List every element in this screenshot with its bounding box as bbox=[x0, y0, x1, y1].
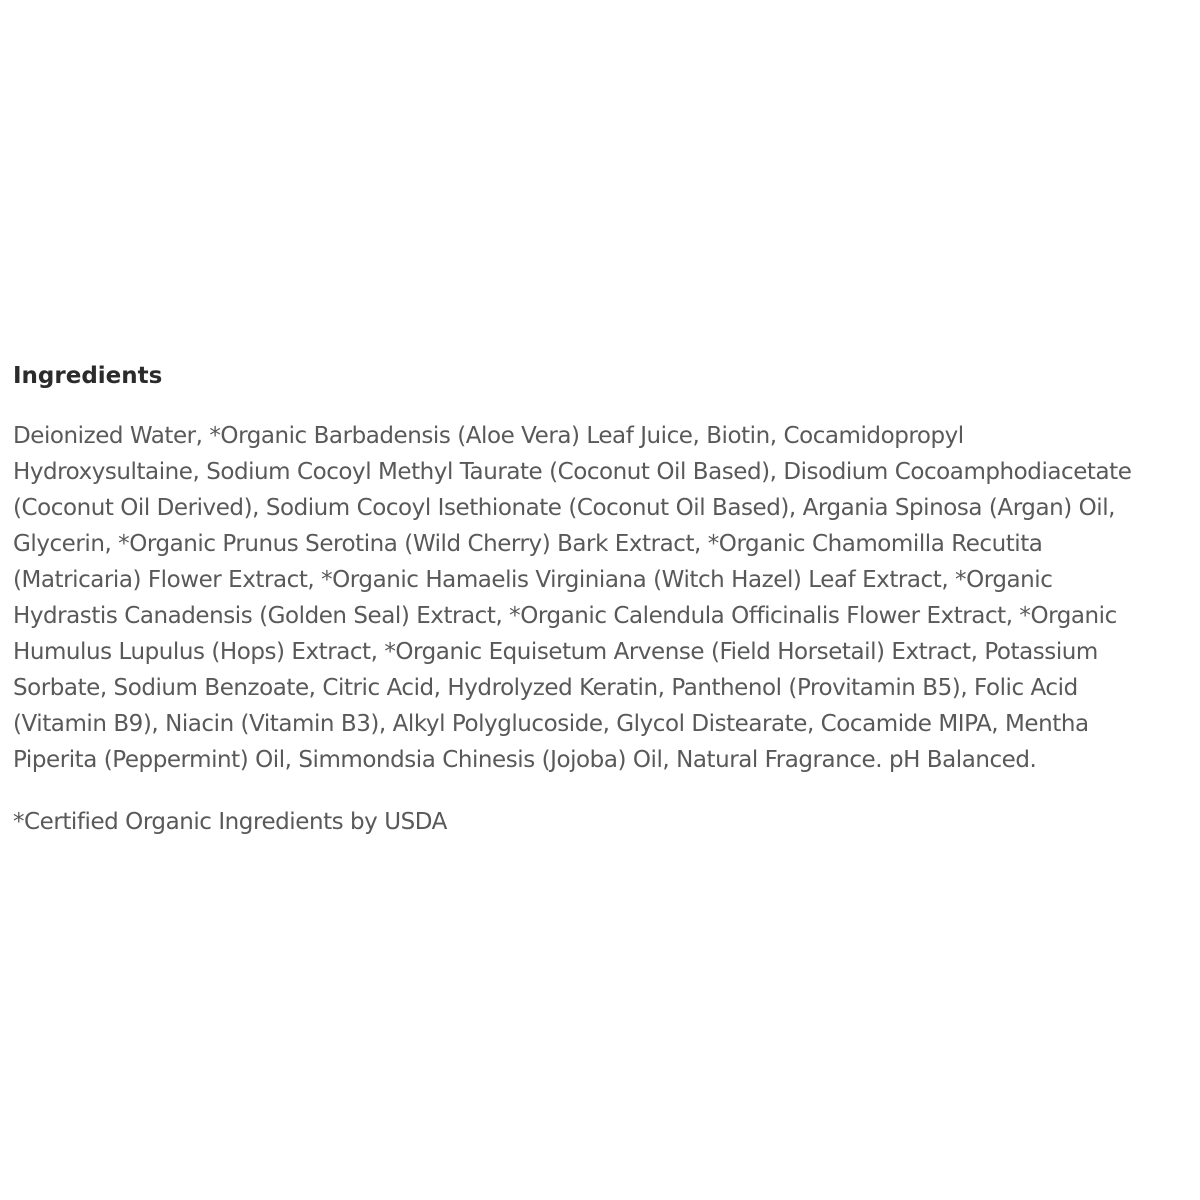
ingredients-line: Hydroxysultaine, Sodium Cocoyl Methyl Taurate (Coconut Oil Based), Disodium Cocoamphodiacetate bbox=[13, 459, 1132, 485]
ingredients-line: Deionized Water, *Organic Barbadensis (Aloe Vera) Leaf Juice, Biotin, Cocamidopropyl bbox=[13, 423, 964, 449]
ingredients-panel bbox=[13, 358, 1193, 840]
ingredients-line: Sorbate, Sodium Benzoate, Citric Acid, Hydrolyzed Keratin, Panthenol (Provitamin B5), Folic Acid bbox=[13, 675, 1078, 701]
ingredients-heading: Ingredients bbox=[13, 363, 163, 389]
ingredients-line: Glycerin, *Organic Prunus Serotina (Wild Cherry) Bark Extract, *Organic Chamomilla Recutita bbox=[13, 531, 1043, 557]
ingredients-line: (Matricaria) Flower Extract, *Organic Hamaelis Virginiana (Witch Hazel) Leaf Extract, *Organic bbox=[13, 567, 1053, 593]
ingredients-line: Piperita (Peppermint) Oil, Simmondsia Chinesis (Jojoba) Oil, Natural Fragrance. pH Balanced. bbox=[13, 747, 1037, 773]
ingredients-list bbox=[13, 418, 1193, 778]
organic-certification-note: *Certified Organic Ingredients by USDA bbox=[13, 809, 447, 835]
ingredients-line: (Vitamin B9), Niacin (Vitamin B3), Alkyl Polyglucoside, Glycol Distearate, Cocamide MIPA, Mentha bbox=[13, 711, 1089, 737]
ingredients-line: (Coconut Oil Derived), Sodium Cocoyl Isethionate (Coconut Oil Based), Argania Spinosa (Argan) Oil, bbox=[13, 495, 1115, 521]
ingredients-line: Humulus Lupulus (Hops) Extract, *Organic Equisetum Arvense (Field Horsetail) Extract, Potassium bbox=[13, 639, 1098, 665]
ingredients-line: Hydrastis Canadensis (Golden Seal) Extract, *Organic Calendula Officinalis Flower Extract, *Organic bbox=[13, 603, 1117, 629]
